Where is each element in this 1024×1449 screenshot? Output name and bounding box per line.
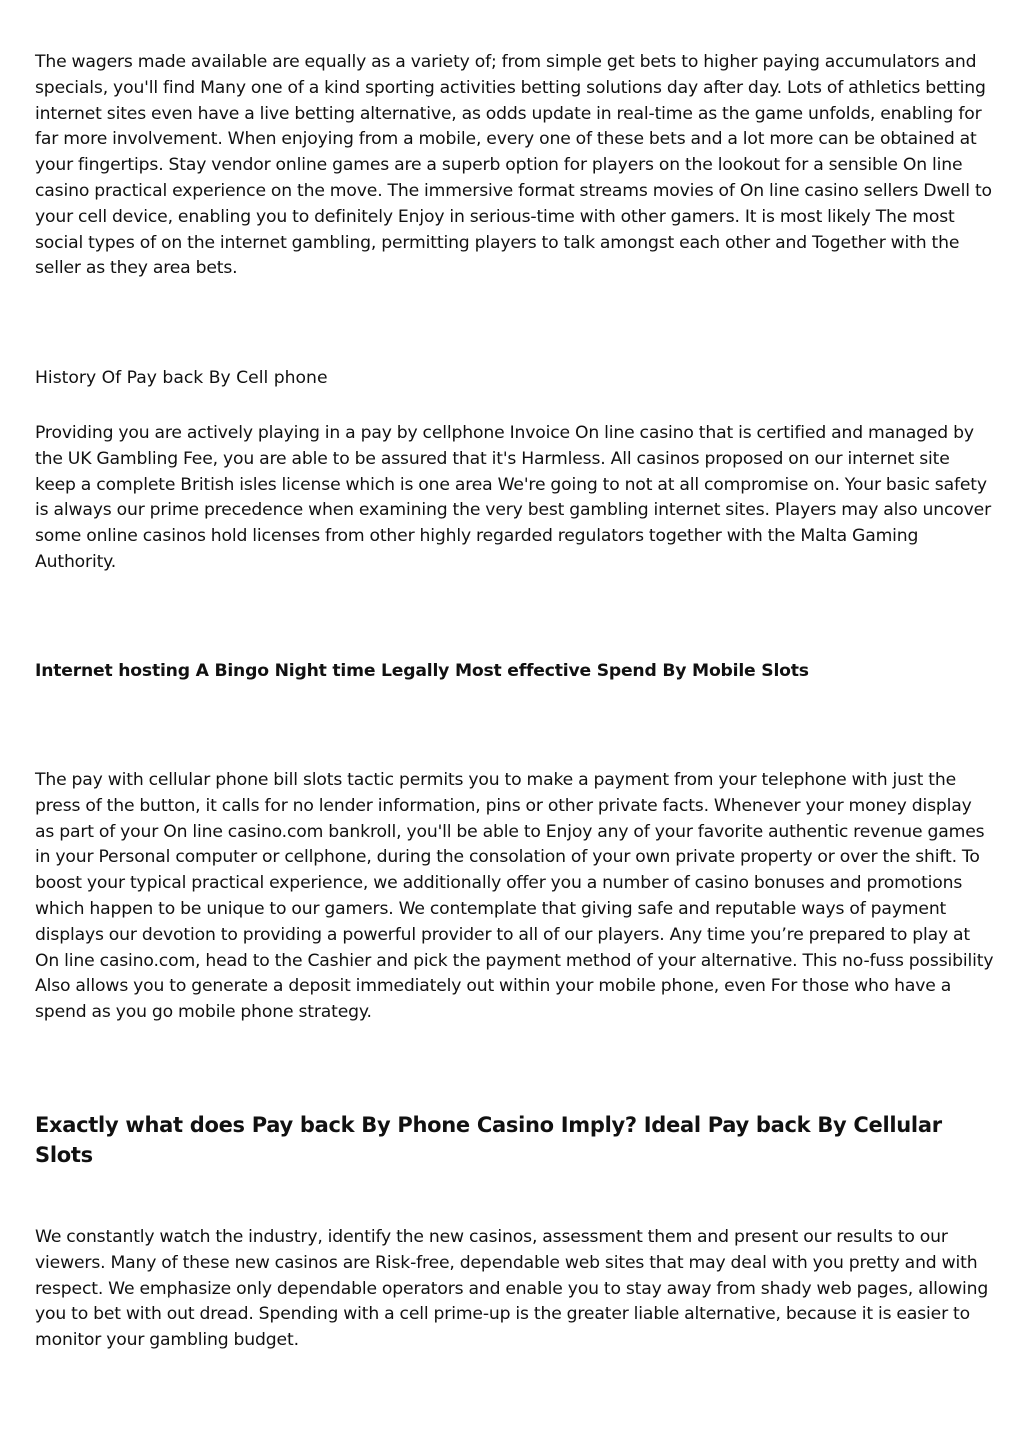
industry-paragraph: We constantly watch the industry, identify the new casinos, assessment them and present our results to our viewers. Many of these new casinos are Risk-free, dependable web sites that may deal with you pretty and with respect. We emphasize only dependable operators and enable you to stay away from shady web pages, allowing you to bet with out dread. Spending with a cell prime-up is the greater liable alternative, because it is easier to monitor your gambling budget.	[35, 1227, 989, 1351]
license-paragraph: Providing you are actively playing in a pay by cellphone Invoice On line casino that is certified and managed by the UK Gambling Fee, you are able to be assured that it's Harmless. All casinos proposed on our internet site keep a complete British isles license which is one area We're going to not at all compromise on. Your basic safety is always our prime precedence when examining the very best gambling internet sites. Players may also uncover some online casinos hold licenses from other highly regarded regulators together with the Malta Gaming Authority.	[35, 423, 992, 572]
section-heading-bingo: Internet hosting A Bingo Night time Legally Most effective Spend By Mobile Slots	[35, 661, 809, 681]
section-heading-pay-by-phone: Exactly what does Pay back By Phone Casino Imply? Ideal Pay back By Cellular Slots	[35, 1113, 942, 1167]
intro-paragraph: The wagers made available are equally as a variety of; from simple get bets to higher paying accumulators and specials, you'll find Many one of a kind sporting activities betting solutions day after day. Lots of athletics betting internet sites even have a live betting alternative, as odds update in real-time as the game unfolds, enabling for far more involvement. When enjoying from a mobile, every one of these bets and a lot more can be obtained at your fingertips. Stay vendor online games are a superb option for players on the lookout for a sensible On line casino practical experience on the move. The immersive format streams movies of On line casino sellers Dwell to your cell device, enabling you to definitely Enjoy in serious-time with other gamers. It is most likely The most social types of on the internet gambling, permitting players to talk amongst each other and Together with the seller as they area bets.	[35, 52, 992, 279]
section-heading-history: History Of Pay back By Cell phone	[35, 368, 328, 388]
payment-paragraph: The pay with cellular phone bill slots tactic permits you to make a payment from your telephone with just the press of the button, it calls for no lender information, pins or other private facts. Whenever your money display as part of your On line casino.com bankroll, you'll be able to Enjoy any of your favorite authentic revenue games in your Personal computer or cellphone, during the consolation of your own private property or over the shift. To boost your typical practical experience, we additionally offer you a number of casino bonuses and promotions which happen to be unique to our gamers. We contemplate that giving safe and reputable ways of payment displays our devotion to providing a powerful provider to all of our players. Any time you’re prepared to play at On line casino.com, head to the Cashier and pick the payment method of your alternative. This no-fuss possibility Also allows you to generate a deposit immediately out within your mobile phone, even For those who have a spend as you go mobile phone strategy.	[35, 770, 994, 1023]
